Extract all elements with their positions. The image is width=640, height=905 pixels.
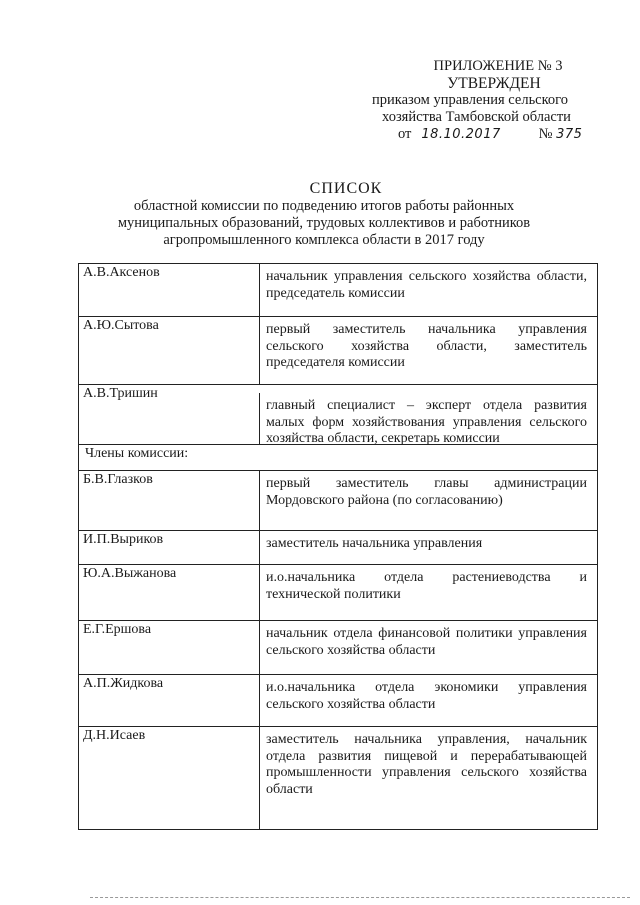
members-label-row bbox=[79, 444, 597, 471]
handwritten-date: 18.10.2017 bbox=[421, 127, 501, 142]
title-line-3: агропромышленного комплекса области в 2017 году bbox=[163, 232, 485, 248]
title-heading: СПИСОК bbox=[309, 180, 383, 197]
member-name: А.В.Аксенов bbox=[83, 265, 160, 280]
date-prefix: от bbox=[398, 126, 412, 142]
member-name: А.Ю.Сытова bbox=[83, 318, 159, 333]
member-role: начальник управления сельского хозяйства области, председатель комиссии bbox=[259, 264, 591, 316]
member-role: главный специалист – эксперт отдела развития малых форм хозяйствования управления сельского хозяйства области, секретарь комиссии bbox=[259, 393, 591, 445]
table-row bbox=[79, 530, 597, 565]
number-label: № bbox=[538, 126, 553, 142]
member-name: Ю.А.Выжанова bbox=[83, 566, 177, 581]
table-row bbox=[79, 726, 597, 830]
member-name: А.П.Жидкова bbox=[83, 676, 164, 691]
approved-label: УТВЕРЖДЕН bbox=[447, 75, 541, 92]
members-label: Члены комиссии: bbox=[85, 446, 189, 461]
member-name: Е.Г.Ершова bbox=[83, 622, 152, 637]
date-line bbox=[398, 126, 612, 144]
table-row bbox=[79, 470, 597, 531]
member-role: и.о.начальника отдела экономики управления сельского хозяйства области bbox=[259, 675, 591, 727]
scan-edge-line bbox=[90, 897, 630, 899]
table-row bbox=[79, 384, 597, 445]
title-line-2: муниципальных образований, трудовых коллективов и работников bbox=[117, 215, 531, 231]
table-row bbox=[79, 316, 597, 385]
committee-table bbox=[78, 263, 598, 830]
appendix-label: ПРИЛОЖЕНИЕ № 3 bbox=[433, 58, 563, 74]
member-role: начальник отдела финансовой политики управления сельского хозяйства области bbox=[259, 621, 591, 675]
member-role: первый заместитель начальника управления сельского хозяйства области, заместитель председателя комиссии bbox=[259, 317, 591, 385]
member-name: Д.Н.Исаев bbox=[83, 728, 146, 743]
order-line-2: хозяйства Тамбовской области bbox=[382, 109, 571, 125]
table-row bbox=[79, 674, 597, 727]
order-line-1: приказом управления сельского bbox=[372, 92, 569, 108]
member-name: Б.В.Глазков bbox=[83, 472, 153, 487]
table-row bbox=[79, 564, 597, 621]
member-name: И.П.Выриков bbox=[83, 532, 164, 547]
handwritten-number: 375 bbox=[556, 127, 583, 142]
approval-block bbox=[372, 58, 612, 144]
document-title bbox=[0, 180, 640, 249]
member-name: А.В.Тришин bbox=[83, 386, 158, 401]
member-role: первый заместитель главы администрации Мордовского района (по согласованию) bbox=[259, 471, 591, 531]
member-role: заместитель начальника управления bbox=[259, 531, 591, 565]
member-role: и.о.начальника отдела растениеводства и технической политики bbox=[259, 565, 591, 621]
title-line-1: областной комиссии по подведению итогов работы районных bbox=[133, 198, 515, 214]
table-row bbox=[79, 264, 597, 316]
member-role: заместитель начальника управления, начальник отдела развития пищевой и перерабатывающей промышленности управления сельского хозяйства области bbox=[259, 727, 591, 830]
table-row bbox=[79, 620, 597, 675]
